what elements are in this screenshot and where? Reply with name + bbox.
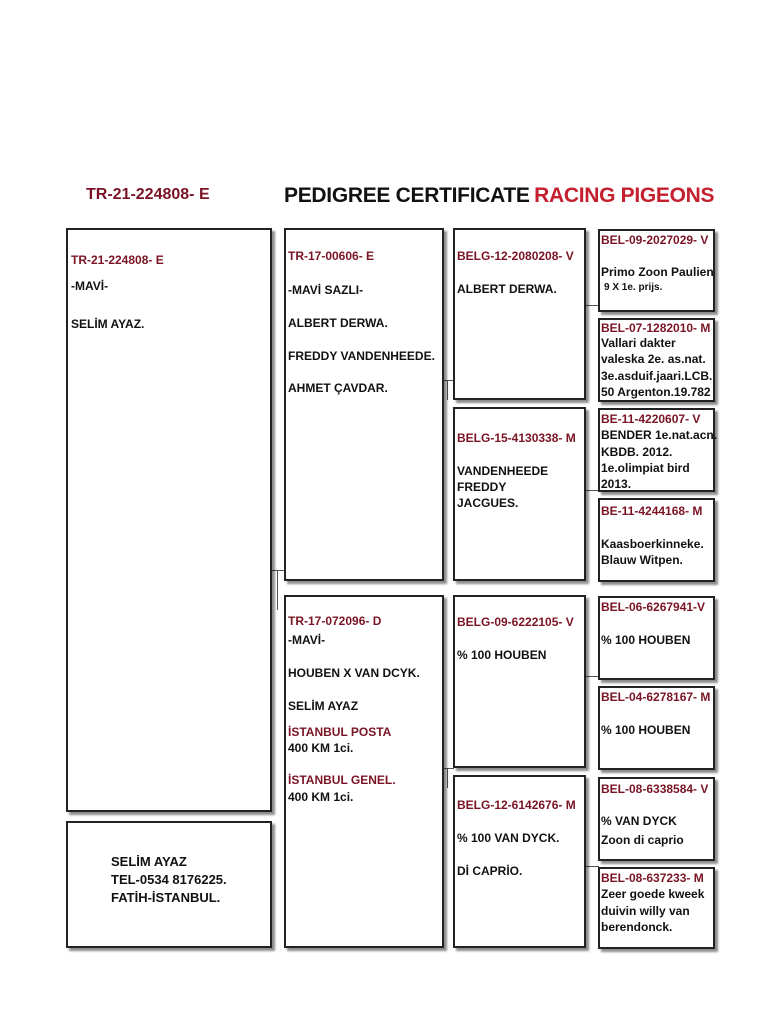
great-grandparent-ring: BEL-06-6267941-V bbox=[601, 600, 706, 614]
title-main: PEDIGREE CERTIFICATE bbox=[284, 184, 530, 207]
connector-line bbox=[585, 866, 599, 867]
sire-color: -MAVİ SAZLI- bbox=[288, 283, 364, 297]
great-grandparent-line: Kaasboerkinneke. bbox=[601, 537, 704, 551]
subject-color: -MAVİ- bbox=[71, 279, 109, 293]
great-grandparent-box bbox=[598, 408, 718, 492]
dam-result-title: İSTANBUL GENEL. bbox=[288, 773, 396, 787]
connector-line bbox=[447, 768, 448, 788]
dam-result-text: 400 KM 1ci. bbox=[288, 741, 354, 755]
great-grandparent-box bbox=[598, 867, 715, 949]
owner-city: FATİH-İSTANBUL. bbox=[111, 890, 221, 905]
great-grandparent-ring: BE-11-4244168- M bbox=[601, 504, 703, 518]
great-grandparent-line: Primo Zoon Paulien bbox=[601, 265, 714, 279]
subject-ring: TR-21-224808- E bbox=[71, 253, 164, 267]
dam-box bbox=[284, 595, 444, 948]
great-grandparent-ring: BEL-04-6278167- M bbox=[601, 690, 711, 704]
grandparent-line: JACGUES. bbox=[457, 496, 519, 510]
connector-line bbox=[585, 305, 599, 306]
owner-phone: TEL-0534 8176225. bbox=[111, 872, 227, 887]
connector-line bbox=[443, 768, 454, 769]
connector-line bbox=[585, 490, 599, 491]
great-grandparent-box bbox=[598, 318, 715, 402]
page-title bbox=[284, 184, 714, 208]
dam-result-text: 400 KM 1ci. bbox=[288, 790, 354, 804]
connector-line bbox=[271, 570, 285, 571]
dam-owner: SELİM AYAZ bbox=[288, 699, 359, 713]
title-accent: RACING PIGEONS bbox=[534, 184, 715, 207]
sire-line: ALBERT DERWA. bbox=[288, 316, 388, 330]
dam-ring: TR-17-072096- D bbox=[288, 614, 382, 628]
subject-owner: SELİM AYAZ. bbox=[71, 317, 145, 331]
connector-line bbox=[277, 570, 278, 610]
grandparent-box bbox=[453, 228, 586, 400]
great-grandparent-line: KBDB. 2012. bbox=[601, 445, 673, 459]
great-grandparent-line: duivin willy van bbox=[601, 904, 690, 918]
owner-name: SELİM AYAZ bbox=[111, 854, 187, 869]
great-grandparent-line: 9 X 1e. prijs. bbox=[604, 282, 663, 293]
great-grandparent-line: % 100 HOUBEN bbox=[601, 723, 691, 737]
great-grandparent-ring: BEL-07-1282010- M bbox=[601, 321, 711, 335]
great-grandparent-ring: BEL-08-637233- M bbox=[601, 871, 704, 885]
great-grandparent-line: 3e.asduif.jaari.LCB. bbox=[601, 369, 713, 383]
connector-line bbox=[585, 676, 599, 677]
great-grandparent-line: Zeer goede kweek bbox=[601, 887, 705, 901]
sire-box bbox=[284, 228, 444, 581]
great-grandparent-line: 50 Argenton.19.782 bbox=[601, 385, 711, 399]
great-grandparent-ring: BE-11-4220607- V bbox=[601, 412, 701, 426]
great-grandparent-line: % 100 HOUBEN bbox=[601, 633, 691, 647]
great-grandparent-line: % VAN DYCK bbox=[601, 814, 677, 828]
grandparent-line: VANDENHEEDE bbox=[457, 464, 549, 478]
header-ring-number: TR-21-224808- E bbox=[86, 186, 210, 203]
great-grandparent-line: 1e.olimpiat bird bbox=[601, 461, 690, 475]
great-grandparent-line: Zoon di caprio bbox=[601, 833, 684, 847]
great-grandparent-line: BENDER 1e.nat.acn. bbox=[601, 428, 718, 442]
grandparent-box bbox=[453, 407, 586, 581]
great-grandparent-line: Vallari dakter bbox=[601, 336, 676, 350]
grandparent-ring: BELG-12-6142676- M bbox=[457, 798, 576, 812]
grandparent-box bbox=[453, 775, 586, 948]
sire-ring: TR-17-00606- E bbox=[288, 249, 375, 263]
great-grandparent-ring: BEL-08-6338584- V bbox=[601, 782, 709, 796]
dam-line: HOUBEN X VAN DCYK. bbox=[288, 666, 420, 680]
great-grandparent-line: Blauw Witpen. bbox=[601, 553, 683, 567]
grandparent-ring: BELG-12-2080208- V bbox=[457, 249, 574, 263]
grandparent-line: FREDDY bbox=[457, 480, 507, 494]
great-grandparent-line: 2013. bbox=[601, 477, 632, 491]
dam-color: -MAVİ- bbox=[288, 633, 326, 647]
grandparent-line: % 100 HOUBEN bbox=[457, 648, 547, 662]
grandparent-line: % 100 VAN DYCK. bbox=[457, 831, 560, 845]
sire-line: AHMET ÇAVDAR. bbox=[288, 381, 388, 395]
grandparent-line: ALBERT DERWA. bbox=[457, 282, 557, 296]
connector-line bbox=[447, 380, 448, 400]
great-grandparent-box bbox=[598, 229, 715, 312]
great-grandparent-box bbox=[598, 686, 715, 770]
dam-result-title: İSTANBUL POSTA bbox=[288, 725, 392, 739]
great-grandparent-ring: BEL-09-2027029- V bbox=[601, 233, 709, 247]
sire-line: FREDDY VANDENHEEDE. bbox=[288, 349, 435, 363]
great-grandparent-line: valeska 2e. as.nat. bbox=[601, 352, 706, 366]
grandparent-ring: BELG-09-6222105- V bbox=[457, 615, 574, 629]
great-grandparent-line: berendonck. bbox=[601, 920, 673, 934]
grandparent-ring: BELG-15-4130338- M bbox=[457, 431, 576, 445]
grandparent-line: Dİ CAPRİO. bbox=[457, 864, 523, 878]
owner-box bbox=[66, 821, 272, 948]
great-grandparent-box bbox=[598, 596, 715, 680]
subject-box bbox=[66, 228, 272, 812]
grandparent-box bbox=[453, 595, 586, 768]
great-grandparent-box bbox=[598, 777, 715, 861]
great-grandparent-box bbox=[598, 498, 715, 582]
